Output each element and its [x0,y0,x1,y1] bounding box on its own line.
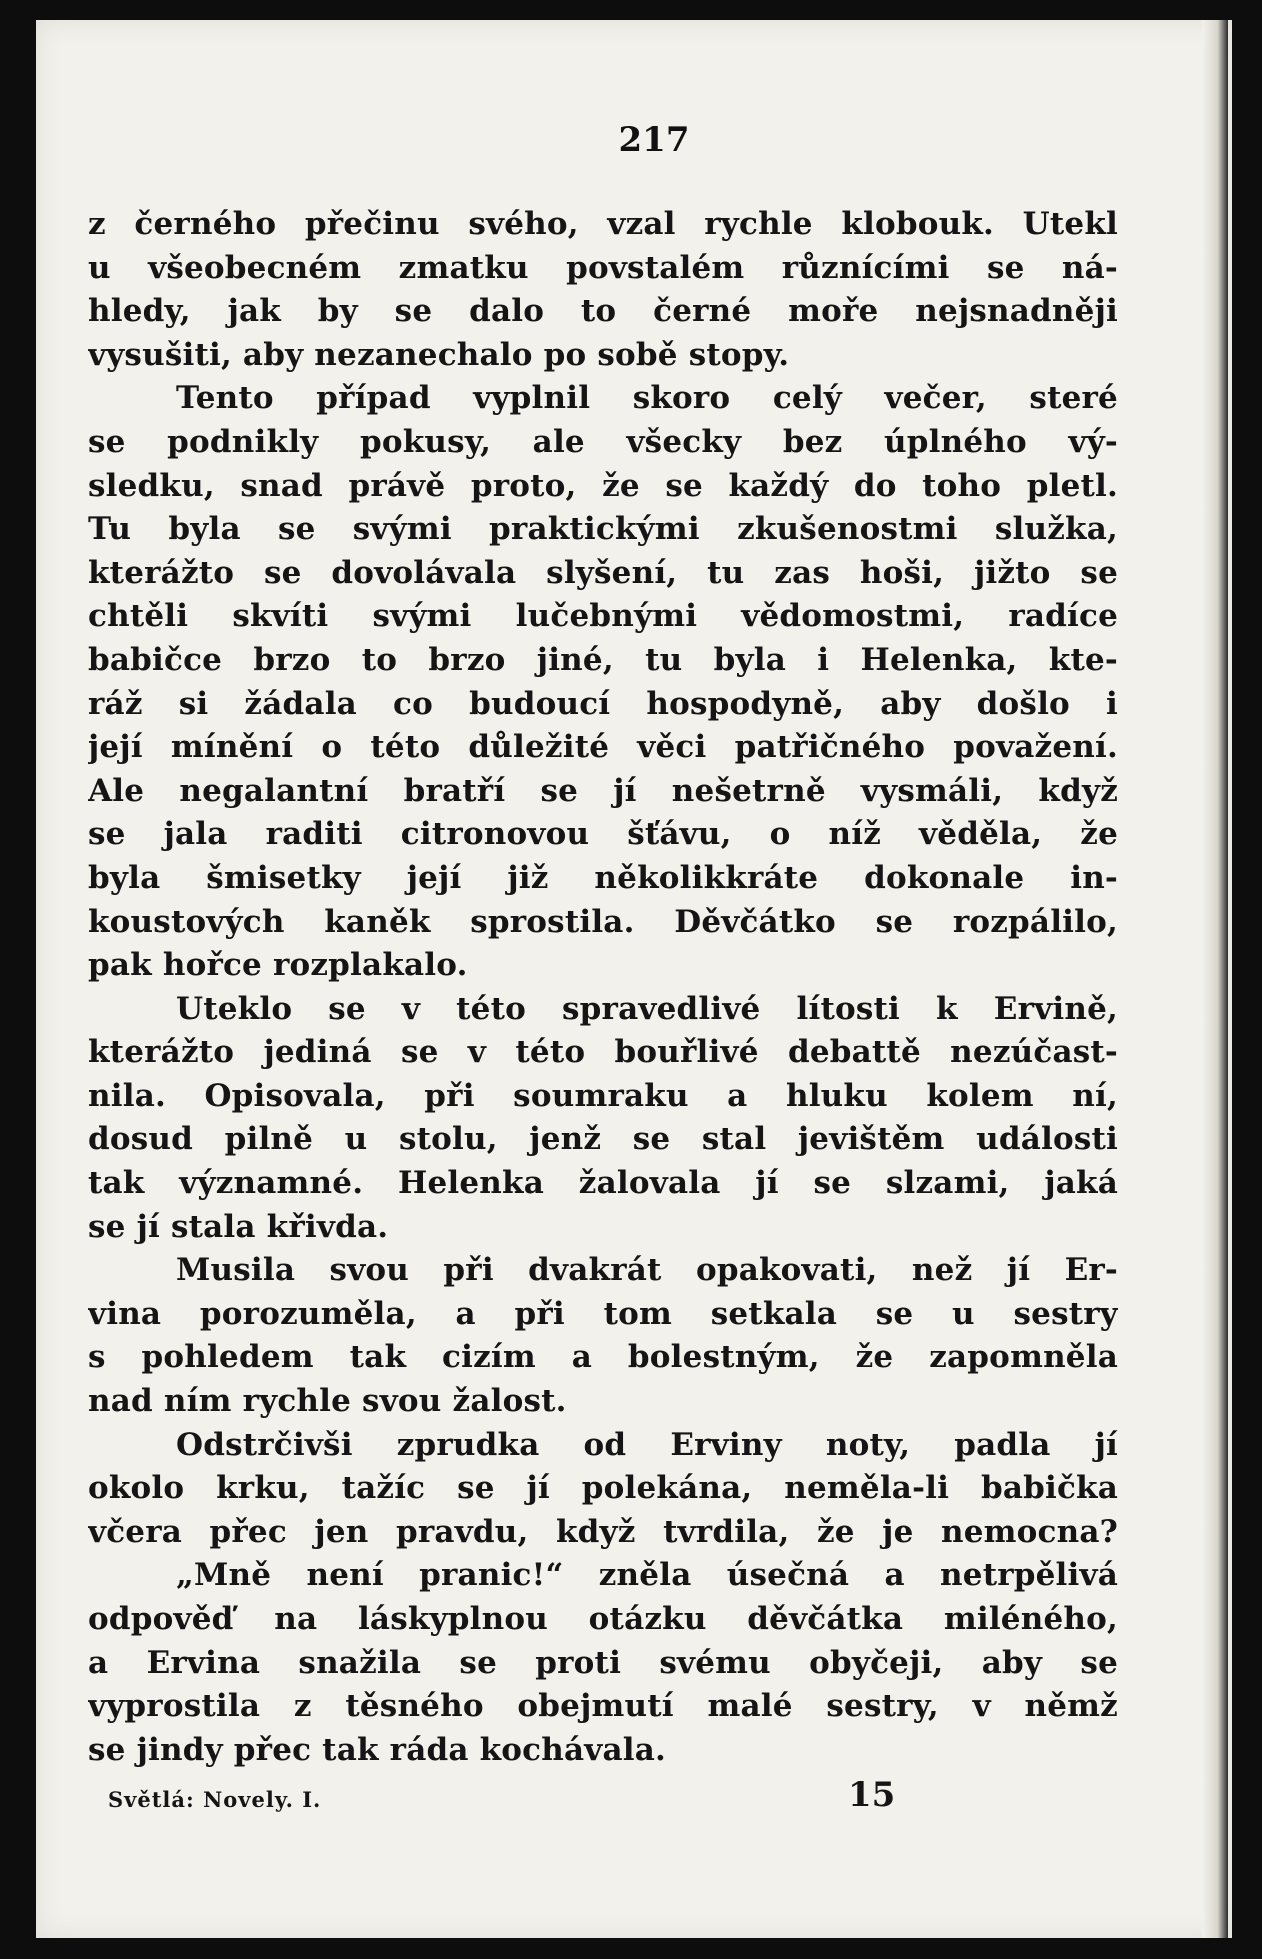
text-line: u všeobecném zmatku povstalém různícími se ná- [88,249,1118,286]
text-line: Odstrčivši zprudka od Erviny noty, padla jí [176,1426,1118,1463]
text-line: kterážto jediná se v této bouřlivé debattě nezúčast- [88,1034,1118,1071]
text-line: sledku, snad právě proto, že se každý do toho pletl. [88,467,1118,504]
text-line: Musila svou při dvakrát opakovati, než jí Er- [176,1252,1118,1289]
text-line: vysušiti, aby nezanechalo po sobě stopy. [88,336,790,373]
page-edge [1202,20,1228,1938]
text-line: „Mně není pranic!“ zněla úsečná a netrpělivá [176,1557,1118,1594]
text-line: vyprostila z těsného obejmutí malé sestry, v němž [88,1688,1118,1725]
text-line: Uteklo se v této spravedlivé lítosti k Ervině, [176,990,1118,1027]
text-line: pak hořce rozplakalo. [88,947,468,984]
text-line: se jindy přec tak ráda kochávala. [88,1731,667,1768]
text-line: se jala raditi citronovou šťávu, o níž věděla, že [88,816,1118,853]
body-text [88,203,1118,1772]
text-line: babičce brzo to brzo jiné, tu byla i Helenka, kte- [88,641,1118,678]
text-line: její mínění o této důležité věci patřičného považení. [88,729,1118,766]
sheet-number: 15 [848,1775,896,1815]
text-line: se podnikly pokusy, ale všecky bez úplného vý- [88,423,1118,460]
page-number: 217 [618,120,690,160]
text-line: nad ním rychle svou žalost. [88,1383,567,1420]
text-line: s pohledem tak cizím a bolestným, že zapomněla [88,1339,1118,1376]
text-line: vina porozuměla, a při tom setkala se u sestry [88,1295,1118,1332]
text-line: Tento případ vyplnil skoro celý večer, steré [176,380,1118,417]
text-line: se jí stala křivda. [88,1208,389,1245]
text-line: hledy, jak by se dalo to černé moře nejsnadněji [88,293,1118,330]
text-line: chtěli skvíti svými lučebnými vědomostmi, radíce [88,598,1118,635]
text-line: odpověď na láskyplnou otázku děvčátka miléného, [88,1601,1118,1637]
page-footer [108,1775,1138,1825]
text-line: dosud pilně u stolu, jenž se stal jevištěm události [88,1121,1118,1158]
text-line: nila. Opisovala, při soumraku a hluku kolem ní, [88,1077,1118,1114]
text-line: z černého přečinu svého, vzal rychle klobouk. Utekl [88,206,1118,242]
text-line: byla šmisetky její již několikkráte dokonale in- [88,859,1118,896]
text-line: okolo krku, tažíc se jí polekána, neměla-li babička [88,1470,1118,1507]
text-line: tak významné. Helenka žalovala jí se slzami, jaká [88,1165,1118,1202]
text-line: koustových kaněk sprostila. Děvčátko se rozpálilo, [88,903,1118,940]
text-line: kterážto se dovolávala slyšení, tu zas hoši, jižto se [88,554,1118,591]
text-line: včera přec jen pravdu, když tvrdila, že je nemocna? [88,1513,1118,1550]
book-page [36,20,1232,1938]
text-line: ráž si žádala co budoucí hospodyně, aby došlo i [88,685,1118,722]
text-line: Tu byla se svými praktickými zkušenostmi služka, [88,511,1118,548]
text-line: Ale negalantní bratří se jí nešetrně vysmáli, když [88,772,1118,809]
printer-signature: Světlá: Novely. I. [108,1787,322,1812]
text-line: a Ervina snažila se proti svému obyčeji, aby se [88,1644,1118,1681]
